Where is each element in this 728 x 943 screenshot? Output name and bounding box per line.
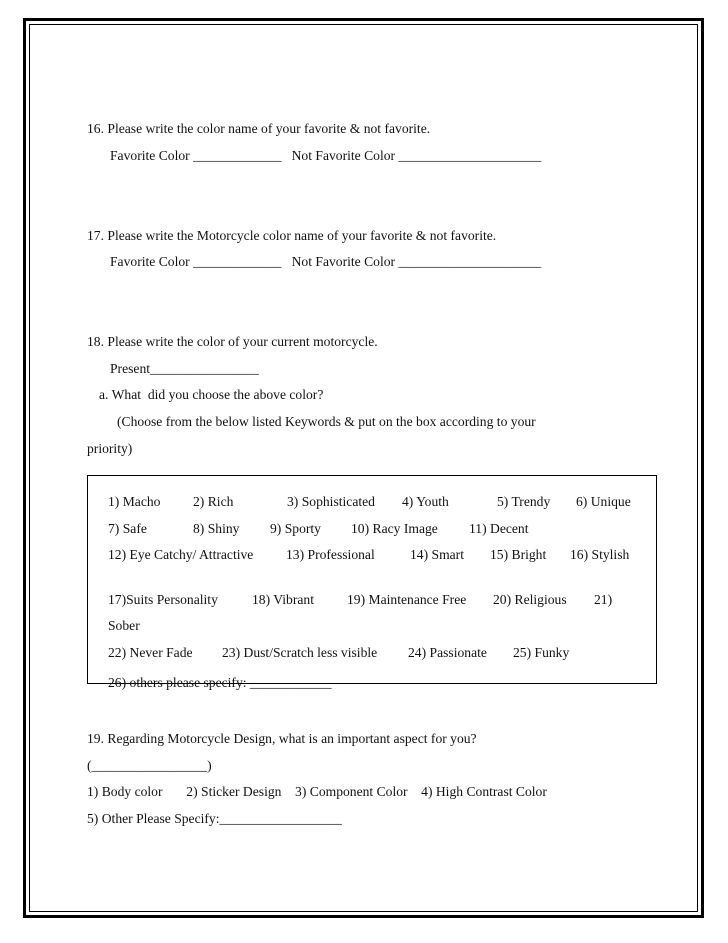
keyword-item: 18) Vibrant: [252, 592, 314, 607]
keyword-item: 2) Rich: [193, 494, 234, 509]
q17-answer-line[interactable]: Favorite Color _____________ Not Favorite Color _____________________: [110, 254, 542, 269]
keyword-item: 17)Suits Personality: [108, 592, 218, 607]
keyword-item: 20) Religious: [493, 592, 567, 607]
keyword-item: 13) Professional: [286, 547, 375, 562]
q16-title: 16. Please write the color name of your favorite & not favorite.: [87, 121, 431, 136]
keyword-item: 22) Never Fade: [108, 645, 193, 660]
q19-other-specify[interactable]: 5) Other Please Specify:__________________: [87, 811, 342, 826]
q17-title: 17. Please write the Motorcycle color name of your favorite & not favorite.: [87, 228, 497, 243]
keyword-item: Sober: [108, 618, 140, 633]
q16-answer-line[interactable]: Favorite Color _____________ Not Favorite Color _____________________: [110, 148, 542, 163]
keyword-item: 19) Maintenance Free: [347, 592, 467, 607]
keyword-item: 5) Trendy: [497, 494, 551, 509]
keyword-item: 15) Bright: [490, 547, 547, 562]
keyword-item: 3) Sophisticated: [287, 494, 375, 509]
keyword-item: 7) Safe: [108, 521, 147, 536]
keyword-other-specify[interactable]: 26) others please specify: ____________: [108, 675, 332, 690]
keyword-item: 1) Macho: [108, 494, 161, 509]
keyword-item: 10) Racy Image: [351, 521, 438, 536]
keyword-item: 6) Unique: [576, 494, 631, 509]
q19-options: 1) Body color 2) Sticker Design 3) Component Color 4) High Contrast Color: [87, 784, 547, 799]
keyword-item: 4) Youth: [402, 494, 449, 509]
keyword-item: 24) Passionate: [408, 645, 487, 660]
keyword-item: 11) Decent: [469, 521, 529, 536]
keyword-item: 21): [594, 592, 613, 607]
keyword-item: 25) Funky: [513, 645, 570, 660]
q19-answer-blank[interactable]: (_________________): [87, 758, 212, 773]
q18-instruction: (Choose from the below listed Keywords & put on the box according to your: [117, 414, 536, 429]
keyword-item: 8) Shiny: [193, 521, 240, 536]
keyword-item: 23) Dust/Scratch less visible: [222, 645, 378, 660]
q18-title: 18. Please write the color of your current motorcycle.: [87, 334, 378, 349]
keyword-item: 12) Eye Catchy/ Attractive: [108, 547, 254, 562]
q18-present-line[interactable]: Present________________: [110, 361, 259, 376]
q18-sub-question-a: a. What did you choose the above color?: [99, 387, 324, 402]
keyword-item: 14) Smart: [410, 547, 464, 562]
q18-instruction-cont: priority): [87, 441, 133, 456]
q19-title: 19. Regarding Motorcycle Design, what is an important aspect for you?: [87, 731, 477, 746]
keyword-item: 9) Sporty: [270, 521, 321, 536]
keyword-item: 16) Stylish: [570, 547, 630, 562]
